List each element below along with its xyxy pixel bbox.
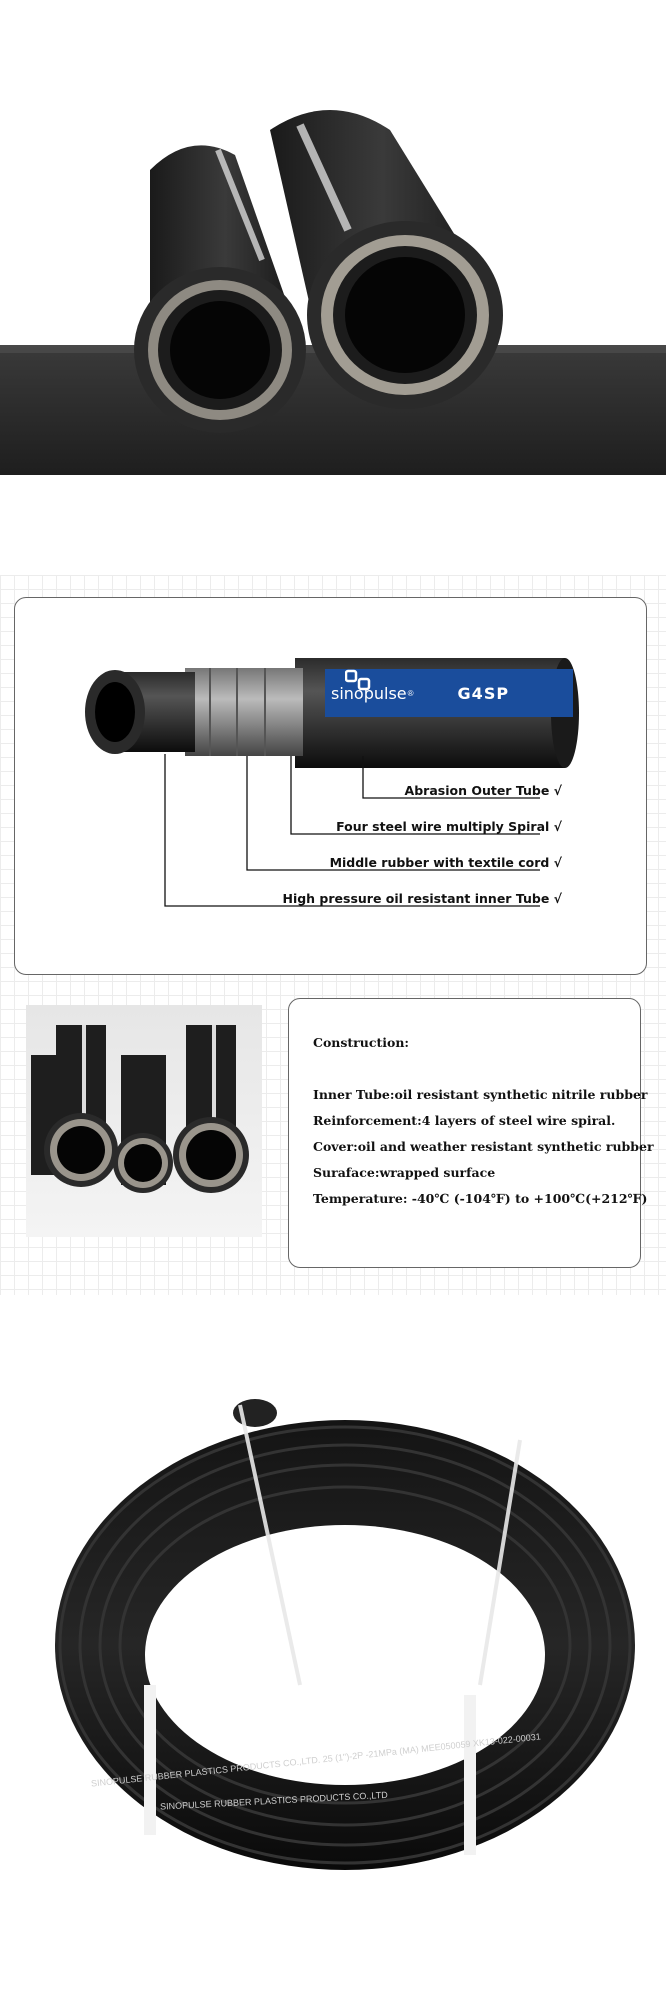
construction-spec-card [288,998,654,1268]
model-label: G4SP [457,683,510,703]
layer-label-middle: Middle rubber with textile cord √ [329,855,562,870]
structure-diagram-card [14,597,647,975]
layer-label-outer: Abrasion Outer Tube √ [404,783,562,798]
spec-inner-tube: Inner Tube:oil resistant synthetic nitrile rubber [313,1087,648,1102]
brand-band [325,669,573,717]
sinopulse-logo-icon [345,669,371,691]
hose-thumbnail-photo [26,1005,262,1237]
layer-label-spiral: Four steel wire multiply Spiral √ [336,819,562,834]
spec-temperature: Temperature: -40℃ (-104℉) to +100℃(+212℉) [313,1191,648,1206]
coil-print-line-2: SINOPULSE RUBBER PLASTICS PRODUCTS CO.,LTD [159,1789,388,1812]
spec-surface: Suraface:wrapped surface [313,1165,496,1180]
coil-print-line-1: SINOPULSE RUBBER PLASTICS PRODUCTS CO.,LTD. 25 (1")-2P -21MPa (MA) MEE050059 XK13-022-00031 [90,1731,542,1789]
hero-hose-photo [0,0,666,530]
brand-name: sinopulse [331,683,407,703]
registered-mark: ® [407,688,414,698]
spec-reinforcement: Reinforcement:4 layers of steel wire spiral. [313,1113,616,1128]
spec-cover: Cover:oil and weather resistant synthetic rubber [313,1139,654,1154]
hose-coil-photo [0,1355,666,1915]
construction-title: Construction: [313,1035,410,1050]
layer-label-inner: High pressure oil resistant inner Tube √ [282,891,562,906]
